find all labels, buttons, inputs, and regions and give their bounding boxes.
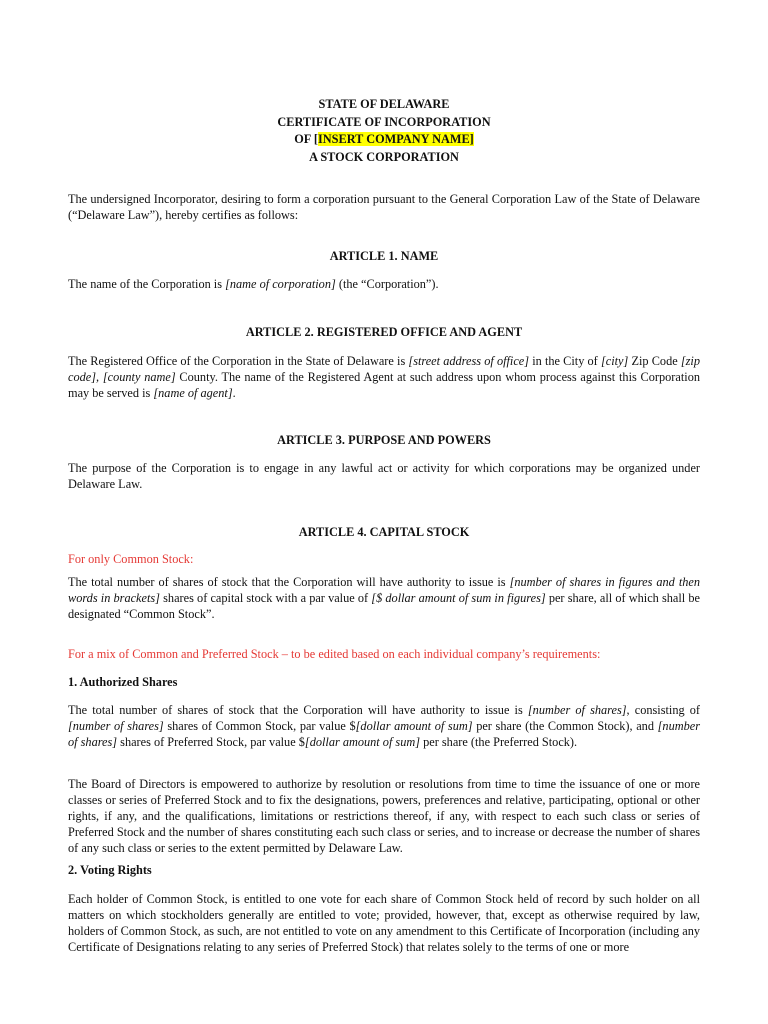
board-powers-paragraph: The Board of Directors is empowered to authorize by resolution or resolutions from time to time the issuance of one or more classes or series of Preferred Stock and to fix the designations, powers, preferences and relative, participating, optional or other rights, if any, and the qualifications, limitations or restrictions thereof, if any, with respect to each such class or series of Preferred Stock and the number of shares constituting each such class or series, and to increase or decrease the number of shares of any such class or series to the extent permitted by Delaware Law. (68, 777, 700, 855)
article-3-heading: ARTICLE 3. PURPOSE AND POWERS (277, 433, 491, 447)
title-line-certificate: CERTIFICATE OF INCORPORATION (277, 114, 491, 129)
authorized-shares-paragraph: The total number of shares of stock that the Corporation will have authority to issue is [number of shares], consisting of [number of shares] shares of Common Stock, par value $[dollar amount of sum] per share (the Common Stock), and [number of shares] shares of Preferred Stock, par value $[dollar amount of sum] per share (the Preferred Stock). (68, 703, 700, 749)
common-stock-paragraph: The total number of shares of stock that the Corporation will have authority to issue is [number of shares in figures and then words in brackets] shares of capital stock with a par value of [$ dollar amount of sum in figures] per share, all of which shall be designated “Common Stock”. (68, 575, 700, 621)
voting-rights-heading: 2. Voting Rights (68, 863, 152, 877)
voting-rights-paragraph: Each holder of Common Stock, is entitled to one vote for each share of Common Stock held of record by such holder on all matters on which stockholders generally are entitled to vote; provided, however, that, except as otherwise required by law, holders of Common Stock, as such, are not entitled to vote on any amendment to this Certificate of Incorporation (including any Certificate of Designations relating to any series of Preferred Stock) that relates solely to the terms of one or more (68, 892, 700, 954)
common-only-note: For only Common Stock: (68, 552, 194, 566)
article-1-body: The name of the Corporation is [name of corporation] (the “Corporation”). (68, 277, 439, 291)
document-title (0, 96, 768, 166)
article-2-heading: ARTICLE 2. REGISTERED OFFICE AND AGENT (245, 325, 523, 339)
title-company-prefix: OF [ (294, 132, 318, 146)
article-4-heading: ARTICLE 4. CAPITAL STOCK (298, 525, 470, 539)
authorized-shares-heading: 1. Authorized Shares (68, 675, 178, 689)
company-name-placeholder: INSERT COMPANY NAME] (318, 132, 474, 146)
title-line-type: A STOCK CORPORATION (309, 149, 459, 164)
mixed-stock-note: For a mix of Common and Preferred Stock – to be edited based on each individual company’s requirements: (68, 647, 601, 661)
article-1-heading: ARTICLE 1. NAME (329, 249, 439, 263)
title-line-company (0, 131, 768, 149)
title-line-state: STATE OF DELAWARE (318, 97, 450, 111)
intro-paragraph: The undersigned Incorporator, desiring to form a corporation pursuant to the General Corporation Law of the State of Delaware (“Delaware Law”), hereby certifies as follows: (68, 192, 700, 222)
article-2-body: The Registered Office of the Corporation in the State of Delaware is [street address of office] in the City of [city] Zip Code [zip code], [county name] County. The name of the Registered Agent at such address upon whom process against this Corporation may be served is [name of agent]. (68, 354, 700, 400)
article-3-body: The purpose of the Corporation is to engage in any lawful act or activity for which corporations may be organized under Delaware Law. (68, 461, 700, 491)
